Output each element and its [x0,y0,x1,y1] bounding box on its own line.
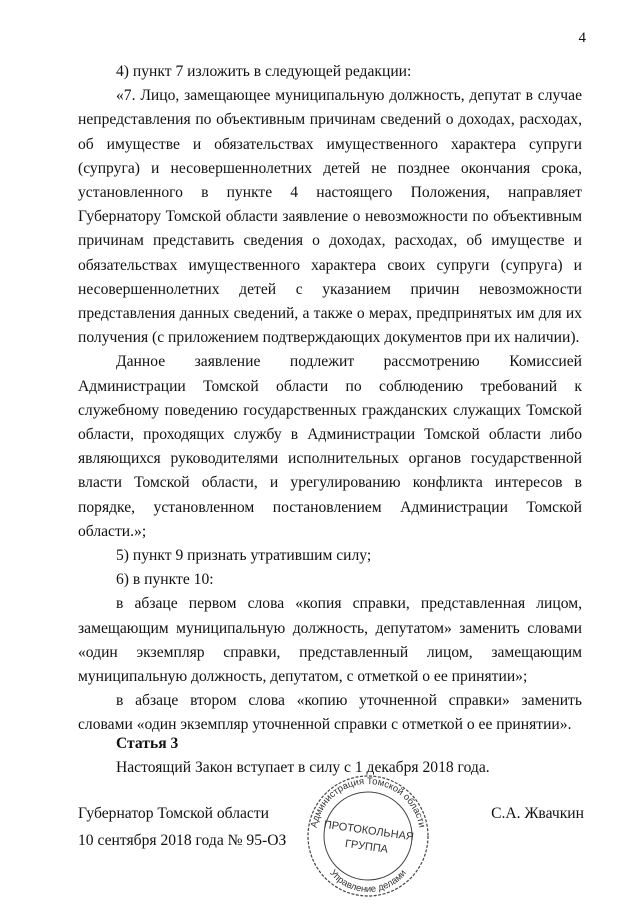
official-stamp [298,774,438,898]
paragraph-item-4: 4) пункт 7 изложить в следующей редакции: [116,63,412,80]
paragraph-quoted-point-7: «7. Лицо, замещающее муниципальную должность, депутат в случае непредставления по объективным причинам сведений о доходах, расходах, об имуществе и обязательствах имущественного характера супруги (супруга) и несовершеннолетних детей не позднее окончания срока, установленного в пункте 4 настоящего Положения, направляет Губернатору Томской области заявление о невозможности по объективным причинам представить сведения о доходах, расходах, об имуществе и обязательствах имущественного характера своих супруги (супруга) и несовершеннолетних детей с указанием причин невозможности представления данных сведений, а также о мерах, предпринятых им для их получения (с приложением подтверждающих документов при их наличии). [78,87,582,347]
stamp-ring-top-text: Администрация Томской области [308,775,428,829]
signature-block [78,800,286,854]
paragraph-second-abzac: в абзаце втором слова «копию уточненной справки» заменить словами «один экземпляр уточненной справки с отметкой о ее принятии». [78,692,582,734]
signer-name: С.А. Жвачкин [491,805,584,822]
law-date-number: 10 сентября 2018 года № 95-ОЗ [78,832,287,849]
stamp-ring-bottom-text: Управление делами [327,867,409,896]
paragraph-first-abzac: в абзаце первом слова «копия справки, представленная лицом, замещающим муниципальную должность, депутатом» заменить словами «один экземпляр справки, представленный лицом, замещающим муниципальную должность, депутатом, с отметкой о ее принятии»; [78,595,582,686]
svg-text:Управление делами [327,868,408,895]
signer-position: Губернатор Томской области [78,805,270,822]
stamp-center-line-2: ГРУППА [344,837,389,856]
document-body [78,60,582,738]
page-number: 4 [578,30,586,46]
stamp-center-line-1: ПРОТОКОЛЬНАЯ [322,818,415,844]
paragraph-item-5: 5) пункт 9 признать утратившим силу; [116,547,372,565]
paragraph-item-6: 6) в пункте 10: [116,571,214,589]
paragraph-commission: Данное заявление подлежит рассмотрению Комиссией Администрации Томской области по соблюдению требований к служебному поведению государственных гражданских служащих Томской области, проходящих службу в Администрации Томской области либо являющихся руководителями исполнительных органов государственной власти Томской области, и урегулированию конфликта интересов в порядке, установленном постановлением Администрации Томской области.»; [78,353,582,540]
article-text: Настоящий Закон вступает в силу с 1 декабря 2018 года. [116,759,490,777]
article-title: Статья 3 [116,735,179,752]
